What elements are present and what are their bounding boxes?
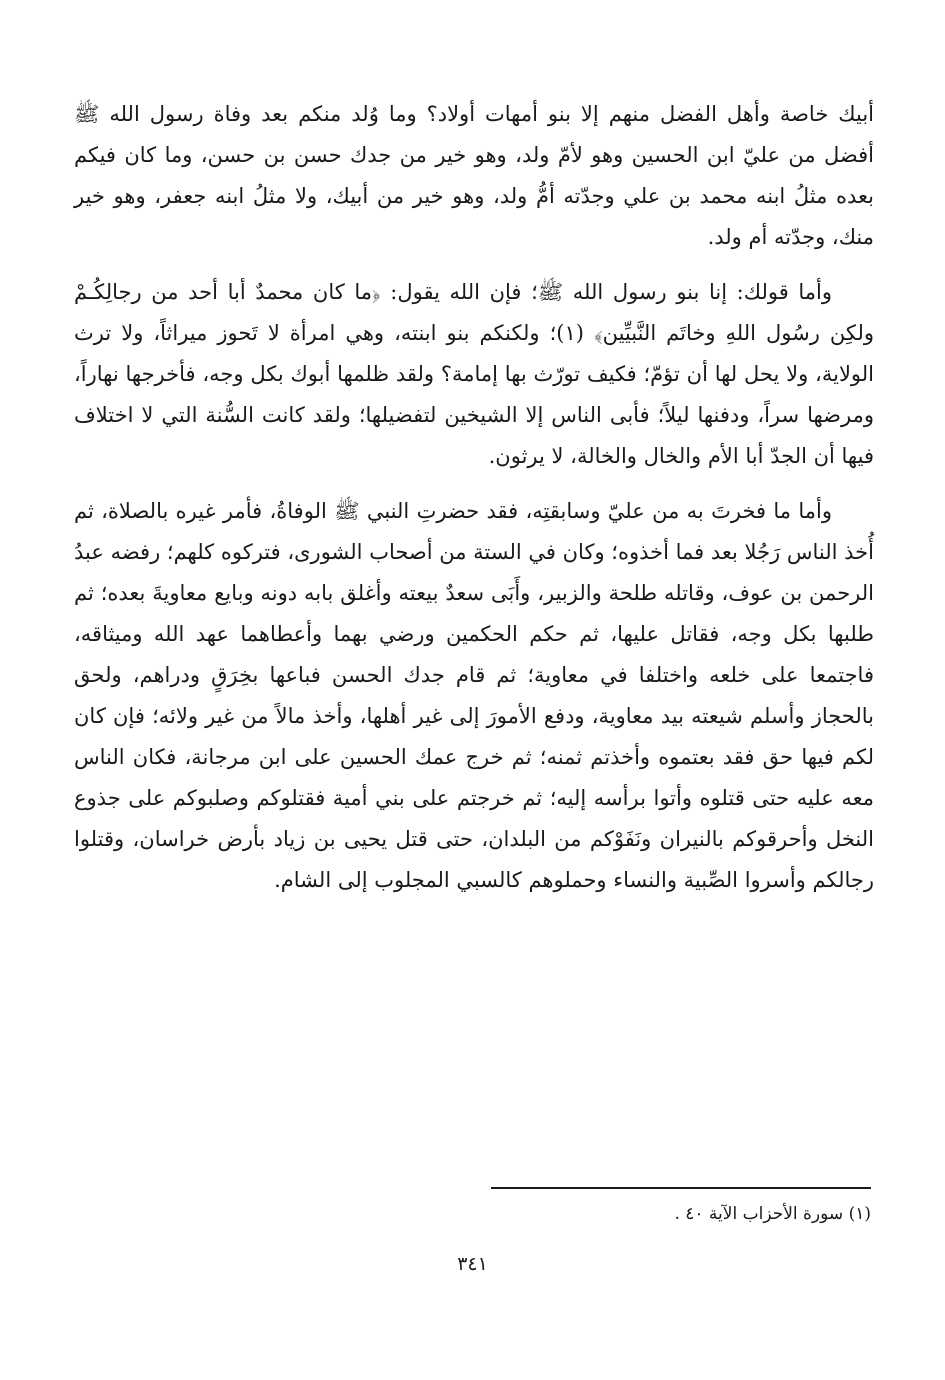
paragraph-3: وأما ما فخرتَ به من عليّ وسابقتِه، فقد حضرتِ النبي ﷺ الوفاةُ، فأمر غيره بالصلاة، ثم أُخذ الناس رَجُلا بعد فما أخذوه؛ وكان في الستة من أصحاب الشورى، فتركوه كلهم؛ رفضه عبدُ الرحمن بن عوف، وقاتله طلحة والزبير، وأَبَى سعدٌ بيعته وأغلق بابه دونه وبايع معاويةَ بعده؛ ثم طلبها بكل وجه، فقاتل عليها، ثم حكم الحكمين ورضي بهما وأعطاهما عهد الله وميثاقه، فاجتمعا على خلعه واختلفا في معاوية؛ ثم قام جدك الحسن فباعها بخِرَقٍ ودراهم، ولحق بالحجاز وأسلم شيعته بيد معاوية، ودفع الأمورَ إلى غير أهلها، وأخذ مالاً من غير ولائه؛ فإن كان لكم فيها حق فقد بعتموه وأخذتم ثمنه؛ ثم خرج عمك الحسين على ابن مرجانة، فكان الناس معه عليه حتى قتلوه وأتوا برأسه إليه؛ ثم خرجتم على بني أمية فقتلوكم وصلبوكم على جذوع النخل وأحرقوكم بالنيران ونَفَوْكم من البلدان، حتى قتل يحيى بن زياد بأرض خراسان، وقتلوا رجالكم وأسروا الصِّبية والنساء وحملوهم كالسبي المجلوب إلى الشام. <box>74 499 874 892</box>
page-body <box>74 94 874 901</box>
footnote: (١) سورة الأحزاب الآية ٤٠ . <box>674 1204 871 1224</box>
footnote-divider <box>491 1187 871 1189</box>
page-number: ٣٤١ <box>457 1253 488 1275</box>
paragraph-1: أبيك خاصة وأهل الفضل منهم إلا بنو أمهات أولاد؟ وما وُلد منكم بعد وفاة رسول الله ﷺ أفضل من عليّ ابن الحسين وهو لأمّ ولد، وهو خير من جدك حسن بن حسن، وما كان فيكم بعده مثلُ ابنه محمد بن علي وجدّته أمُّ ولد، وهو خير من أبيك، ولا مثلُ ابنه جعفر، وهو خير منك، وجدّته أم ولد. <box>74 102 874 249</box>
paragraph-2: وأما قولك: إنا بنو رسول الله ﷺ؛ فإن الله يقول: ﴿ما كان محمدٌ أبا أحد من رجالِكُـمْ ولكِن رسُول اللهِ وخاتَم النَّبيِّين﴾ (١)؛ ولكنكم بنو ابنته، وهي امرأة لا تَحوز ميراثاً، ولا ترث الولاية، ولا يحل لها أن تؤمّ؛ فكيف تورّث بها إمامة؟ ولقد ظلمها أبوك بكل وجه، فأخرجها نهاراً، ومرضها سراً، ودفنها ليلاً؛ فأبى الناس إلا الشيخين لتفضيلها؛ ولقد كانت السُّنة التي لا اختلاف فيها أن الجدّ أبا الأم والخال والخالة، لا يرثون. <box>74 280 874 468</box>
